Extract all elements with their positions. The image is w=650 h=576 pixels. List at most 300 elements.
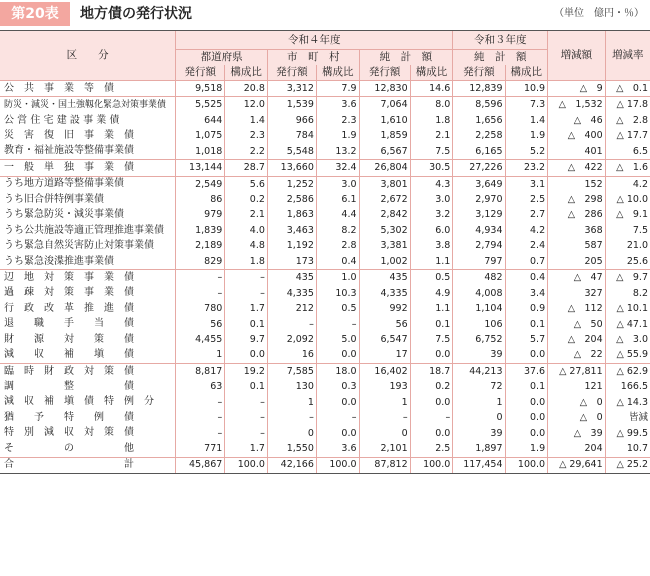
cell-value: 30.5 <box>410 160 453 176</box>
cell-value: △ 9.7 <box>605 270 650 286</box>
cell-value: 6.1 <box>316 192 359 207</box>
table-row <box>0 363 650 379</box>
cell-value: 45,867 <box>176 457 225 473</box>
cell-value: 2.8 <box>316 238 359 253</box>
cell-value: – <box>267 410 316 425</box>
cell-value: 1.7 <box>225 301 268 316</box>
cell-value: 435 <box>359 270 410 286</box>
cell-value: 1,539 <box>267 97 316 113</box>
cell-value: △ 62.9 <box>605 363 650 379</box>
cell-value: 327 <box>548 286 606 301</box>
cell-value: △ 47.1 <box>605 317 650 332</box>
cell-value: 797 <box>453 254 505 270</box>
issued-header: 発行額 <box>453 65 505 81</box>
cell-value: △ 0 <box>548 410 606 425</box>
cell-value: 2.3 <box>316 113 359 128</box>
cell-value: 0.1 <box>410 317 453 332</box>
row-label: 調 整 債 <box>4 381 134 393</box>
table-row <box>0 347 650 363</box>
cell-value: △ 9 <box>548 81 606 97</box>
cell-value: △ 400 <box>548 128 606 143</box>
r4-header: 令和４年度 <box>176 31 453 50</box>
change-header: 増減額 <box>548 31 606 81</box>
bond-issuance-table <box>0 30 650 474</box>
row-label: 防災・減災・国土強靱化緊急対策事業債 <box>4 99 167 110</box>
cell-value: 1.9 <box>505 441 548 457</box>
cell-value: 3.6 <box>316 97 359 113</box>
table-row <box>0 81 650 97</box>
cell-value: 0 <box>267 426 316 441</box>
row-label: 減 収 補 塡 債 <box>0 347 176 363</box>
cell-value: 2.3 <box>225 128 268 143</box>
cell-value: 5.6 <box>225 176 268 192</box>
cell-value: 4.2 <box>605 176 650 192</box>
row-label: 猶 予 特 例 債 <box>4 411 134 423</box>
row-label: 臨 時 財 政 対 策 債 <box>4 365 134 377</box>
cell-value: 117,454 <box>453 457 505 473</box>
cell-value: 7.9 <box>316 81 359 97</box>
cell-value: 4,934 <box>453 223 505 238</box>
cell-value: 12.0 <box>225 97 268 113</box>
table-row <box>0 128 650 143</box>
row-label: 辺 地 対 策 事 業 債 <box>4 271 134 283</box>
cell-value: 1.8 <box>410 113 453 128</box>
table-body <box>0 81 650 474</box>
cell-value: 8,596 <box>453 97 505 113</box>
cell-value: 44,213 <box>453 363 505 379</box>
cell-value: 0.2 <box>225 192 268 207</box>
cell-value: △ 204 <box>548 332 606 347</box>
cell-value: 2.4 <box>505 238 548 253</box>
cell-value: 166.5 <box>605 379 650 394</box>
cell-value: △ 2.8 <box>605 113 650 128</box>
cell-value: △ 99.5 <box>605 426 650 441</box>
cell-value: 13,144 <box>176 160 225 176</box>
cell-value: 3,129 <box>453 208 505 223</box>
unit-label: （単位 億円・％） <box>554 8 644 19</box>
cell-value: 1.7 <box>225 441 268 457</box>
cell-value: 3.0 <box>410 192 453 207</box>
cell-value: 2,842 <box>359 208 410 223</box>
cell-value: 1.9 <box>505 128 548 143</box>
cell-value: 0.2 <box>410 379 453 394</box>
cell-value: 10.7 <box>605 441 650 457</box>
cell-value: 212 <box>267 301 316 316</box>
row-label: 行 政 改 革 推 進 債 <box>4 302 134 314</box>
cell-value: 7.5 <box>410 144 453 160</box>
cell-value: 16,402 <box>359 363 410 379</box>
cell-value: 5.2 <box>505 144 548 160</box>
row-label: 一 般 単 独 事 業 債 <box>0 160 176 176</box>
cell-value: △ 22 <box>548 347 606 363</box>
cell-value: 1.4 <box>505 113 548 128</box>
title-bar <box>0 2 650 26</box>
cell-value: 1,656 <box>453 113 505 128</box>
cell-value: – <box>225 426 268 441</box>
cell-value: 0.1 <box>225 317 268 332</box>
cell-value: 3,381 <box>359 238 410 253</box>
change-rate-header: 増減率 <box>605 31 650 81</box>
cell-value: 784 <box>267 128 316 143</box>
table-row <box>0 254 650 270</box>
cell-value: △ 17.8 <box>605 97 650 113</box>
row-label: うち緊急自然災害防止対策事業債 <box>4 240 154 252</box>
cell-value: 1 <box>359 395 410 410</box>
cell-value: 0.7 <box>505 254 548 270</box>
table-row <box>0 238 650 253</box>
cell-value: 4,008 <box>453 286 505 301</box>
cell-value: 28.7 <box>225 160 268 176</box>
cell-value: 3,801 <box>359 176 410 192</box>
table-row <box>0 144 650 160</box>
cell-value: 0.3 <box>316 379 359 394</box>
cell-value: 39 <box>453 347 505 363</box>
cell-value: 4.3 <box>410 176 453 192</box>
cell-value: 100.0 <box>225 457 268 473</box>
cell-value: 152 <box>548 176 606 192</box>
cell-value: △ 55.9 <box>605 347 650 363</box>
cell-value: – <box>225 410 268 425</box>
cell-value: 6,752 <box>453 332 505 347</box>
cell-value: △ 14.3 <box>605 395 650 410</box>
cell-value: 1 <box>267 395 316 410</box>
cell-value: 20.8 <box>225 81 268 97</box>
row-label: 特 別 減 収 対 策 債 <box>4 427 134 439</box>
cell-value: 4,455 <box>176 332 225 347</box>
cell-value: – <box>225 286 268 301</box>
cell-value: 3,463 <box>267 223 316 238</box>
cell-value: 4,335 <box>267 286 316 301</box>
cell-value: 2.5 <box>505 192 548 207</box>
table-header <box>0 31 650 81</box>
cell-value: 2,586 <box>267 192 316 207</box>
cell-value: 5,548 <box>267 144 316 160</box>
cell-value: 130 <box>267 379 316 394</box>
cell-value: 1,104 <box>453 301 505 316</box>
cell-value: 0.4 <box>316 254 359 270</box>
cell-value: 6,567 <box>359 144 410 160</box>
cell-value: – <box>176 410 225 425</box>
cell-value: 1,839 <box>176 223 225 238</box>
cell-value: △ 298 <box>548 192 606 207</box>
cell-value: 6,547 <box>359 332 410 347</box>
cell-value: 56 <box>176 317 225 332</box>
cell-value: 13,660 <box>267 160 316 176</box>
cell-value: 1 <box>453 395 505 410</box>
cell-value: 644 <box>176 113 225 128</box>
cell-value: 3.1 <box>505 176 548 192</box>
cell-value: 0 <box>453 410 505 425</box>
cell-value: △ 27,811 <box>548 363 606 379</box>
cell-value: 87,812 <box>359 457 410 473</box>
table-row <box>0 223 650 238</box>
cell-value: 18.7 <box>410 363 453 379</box>
cell-value: 26,804 <box>359 160 410 176</box>
cell-value: 0.0 <box>316 347 359 363</box>
cell-value: 1.8 <box>225 254 268 270</box>
cell-value: 5,525 <box>176 97 225 113</box>
cell-value: 63 <box>176 379 225 394</box>
table-row <box>0 426 650 441</box>
cell-value: 0.0 <box>410 395 453 410</box>
cell-value: 2.7 <box>505 208 548 223</box>
cell-value: 829 <box>176 254 225 270</box>
cell-value: 19.2 <box>225 363 268 379</box>
cell-value: 8.2 <box>605 286 650 301</box>
cell-value: 1.0 <box>316 270 359 286</box>
table-row <box>0 410 650 425</box>
row-label: うち地方道路等整備事業債 <box>4 178 124 190</box>
cell-value: △ 3.0 <box>605 332 650 347</box>
cell-value: 7.3 <box>505 97 548 113</box>
cell-value: 1.4 <box>225 113 268 128</box>
cell-value: 2,970 <box>453 192 505 207</box>
cell-value: – <box>410 410 453 425</box>
cell-value: 4,335 <box>359 286 410 301</box>
cell-value: 10.9 <box>505 81 548 97</box>
cell-value: 皆減 <box>605 410 650 425</box>
ratio-header: 構成比 <box>316 65 359 81</box>
cell-value: 16 <box>267 347 316 363</box>
cell-value: 6.0 <box>410 223 453 238</box>
cell-value: 771 <box>176 441 225 457</box>
cell-value: 0.0 <box>505 395 548 410</box>
cell-value: 435 <box>267 270 316 286</box>
cell-value: 205 <box>548 254 606 270</box>
cell-value: △ 112 <box>548 301 606 316</box>
cell-value: △ 1.6 <box>605 160 650 176</box>
row-label: 公 営 住 宅 建 設 事 業 債 <box>4 114 120 126</box>
cell-value: – <box>316 410 359 425</box>
table-title: 地方債の発行状況 <box>80 6 192 22</box>
table-row <box>0 270 650 286</box>
r3-header: 令和３年度 <box>453 31 548 50</box>
cell-value: 4.9 <box>410 286 453 301</box>
cell-value: 7,064 <box>359 97 410 113</box>
cell-value: 1,859 <box>359 128 410 143</box>
cell-value: – <box>225 270 268 286</box>
cell-value: 8.0 <box>410 97 453 113</box>
municipalities-header: 市 町 村 <box>267 50 359 66</box>
row-label: 財 源 対 策 債 <box>4 333 134 345</box>
cell-value: 39 <box>453 426 505 441</box>
cell-value: 2,189 <box>176 238 225 253</box>
cell-value: 6.5 <box>605 144 650 160</box>
row-label: うち公共施設等適正管理推進事業債 <box>4 224 164 236</box>
cell-value: 966 <box>267 113 316 128</box>
cell-value: △ 422 <box>548 160 606 176</box>
category-header: 区 分 <box>0 31 176 81</box>
cell-value: 3.0 <box>316 176 359 192</box>
cell-value: △ 10.0 <box>605 192 650 207</box>
cell-value: 86 <box>176 192 225 207</box>
cell-value: 2.5 <box>410 441 453 457</box>
row-label: 減 収 補 塡 債 特 例 分 <box>4 396 154 408</box>
cell-value: 0.0 <box>505 410 548 425</box>
cell-value: 1,897 <box>453 441 505 457</box>
cell-value: △ 9.1 <box>605 208 650 223</box>
table-row <box>0 192 650 207</box>
cell-value: 0.0 <box>410 347 453 363</box>
table-row <box>0 208 650 223</box>
ratio-header: 構成比 <box>505 65 548 81</box>
cell-value: △ 10.1 <box>605 301 650 316</box>
cell-value: – <box>176 286 225 301</box>
r4-net-total-header: 純 計 額 <box>359 50 453 66</box>
cell-value: 37.6 <box>505 363 548 379</box>
cell-value: 9.7 <box>225 332 268 347</box>
row-label: 過 疎 対 策 事 業 債 <box>4 287 134 299</box>
cell-value: 5,302 <box>359 223 410 238</box>
cell-value: 0.0 <box>225 347 268 363</box>
cell-value: 7,585 <box>267 363 316 379</box>
cell-value: 14.6 <box>410 81 453 97</box>
cell-value: 401 <box>548 144 606 160</box>
cell-value: – <box>176 395 225 410</box>
cell-value: 1.9 <box>316 128 359 143</box>
cell-value: 23.2 <box>505 160 548 176</box>
cell-value: 7.5 <box>410 332 453 347</box>
row-label: 災 害 復 旧 事 業 債 <box>4 130 134 142</box>
cell-value: 6,165 <box>453 144 505 160</box>
cell-value: 992 <box>359 301 410 316</box>
cell-value: 587 <box>548 238 606 253</box>
table-row <box>0 457 650 473</box>
cell-value: 1.1 <box>410 301 453 316</box>
cell-value: – <box>359 410 410 425</box>
cell-value: 2,258 <box>453 128 505 143</box>
cell-value: 17 <box>359 347 410 363</box>
cell-value: 8,817 <box>176 363 225 379</box>
table-row <box>0 97 650 113</box>
cell-value: 9,518 <box>176 81 225 97</box>
cell-value: 0.4 <box>505 270 548 286</box>
cell-value: 4.2 <box>505 223 548 238</box>
cell-value: 3.8 <box>410 238 453 253</box>
r3-net-total-header: 純 計 額 <box>453 50 548 66</box>
cell-value: △ 25.2 <box>605 457 650 473</box>
cell-value: 32.4 <box>316 160 359 176</box>
cell-value: 193 <box>359 379 410 394</box>
cell-value: 173 <box>267 254 316 270</box>
cell-value: 5.0 <box>316 332 359 347</box>
cell-value: 2,092 <box>267 332 316 347</box>
cell-value: △ 286 <box>548 208 606 223</box>
cell-value: – <box>267 317 316 332</box>
table-row <box>0 332 650 347</box>
cell-value: 2,549 <box>176 176 225 192</box>
table-row <box>0 317 650 332</box>
table-row <box>0 113 650 128</box>
issued-header: 発行額 <box>176 65 225 81</box>
row-label: そ の 他 <box>0 441 176 457</box>
cell-value: 25.6 <box>605 254 650 270</box>
cell-value: 100.0 <box>316 457 359 473</box>
cell-value: 979 <box>176 208 225 223</box>
cell-value: 21.0 <box>605 238 650 253</box>
cell-value: 2,794 <box>453 238 505 253</box>
table-row <box>0 441 650 457</box>
cell-value: 18.0 <box>316 363 359 379</box>
cell-value: 1,192 <box>267 238 316 253</box>
cell-value: 1,002 <box>359 254 410 270</box>
table-row <box>0 286 650 301</box>
cell-value: 3,649 <box>453 176 505 192</box>
row-label: 公 共 事 業 等 債 <box>0 81 176 97</box>
cell-value: 10.3 <box>316 286 359 301</box>
cell-value: 0.5 <box>410 270 453 286</box>
cell-value: 12,839 <box>453 81 505 97</box>
cell-value: 3.2 <box>410 208 453 223</box>
cell-value: 1,550 <box>267 441 316 457</box>
cell-value: – <box>316 317 359 332</box>
cell-value: 5.7 <box>505 332 548 347</box>
row-label: 教育・福祉施設等整備事業債 <box>0 144 176 160</box>
cell-value: 0.9 <box>505 301 548 316</box>
cell-value: 3,312 <box>267 81 316 97</box>
cell-value: 1.1 <box>410 254 453 270</box>
cell-value: 4.0 <box>225 223 268 238</box>
cell-value: 1,075 <box>176 128 225 143</box>
cell-value: – <box>176 426 225 441</box>
cell-value: 27,226 <box>453 160 505 176</box>
cell-value: 1 <box>176 347 225 363</box>
cell-value: △ 0 <box>548 395 606 410</box>
cell-value: – <box>176 270 225 286</box>
row-label: 合 計 <box>0 457 176 473</box>
table-row <box>0 395 650 410</box>
cell-value: 8.2 <box>316 223 359 238</box>
cell-value: 13.2 <box>316 144 359 160</box>
cell-value: 0.5 <box>316 301 359 316</box>
cell-value: 0.0 <box>316 395 359 410</box>
cell-value: – <box>225 395 268 410</box>
cell-value: 482 <box>453 270 505 286</box>
prefectures-header: 都道府県 <box>176 50 268 66</box>
cell-value: 1,863 <box>267 208 316 223</box>
cell-value: 0.1 <box>225 379 268 394</box>
cell-value: △ 29,641 <box>548 457 606 473</box>
table-number-badge: 第20表 <box>0 2 70 26</box>
ratio-header: 構成比 <box>225 65 268 81</box>
cell-value: 0.0 <box>505 426 548 441</box>
cell-value: 4.8 <box>225 238 268 253</box>
cell-value: 0.0 <box>316 426 359 441</box>
cell-value: 204 <box>548 441 606 457</box>
cell-value: 368 <box>548 223 606 238</box>
row-label: うち緊急浚渫推進事業債 <box>0 254 176 270</box>
cell-value: 106 <box>453 317 505 332</box>
cell-value: △ 47 <box>548 270 606 286</box>
cell-value: △ 17.7 <box>605 128 650 143</box>
table-row <box>0 301 650 316</box>
cell-value: △ 1,532 <box>548 97 606 113</box>
cell-value: 0.1 <box>505 379 548 394</box>
cell-value: 2.1 <box>225 208 268 223</box>
issued-header: 発行額 <box>359 65 410 81</box>
cell-value: 1,610 <box>359 113 410 128</box>
cell-value: 2.1 <box>410 128 453 143</box>
ratio-header: 構成比 <box>410 65 453 81</box>
table-row <box>0 160 650 176</box>
cell-value: 0.1 <box>505 317 548 332</box>
cell-value: △ 39 <box>548 426 606 441</box>
cell-value: △ 50 <box>548 317 606 332</box>
cell-value: 1,018 <box>176 144 225 160</box>
cell-value: 100.0 <box>505 457 548 473</box>
cell-value: 121 <box>548 379 606 394</box>
cell-value: 3.6 <box>316 441 359 457</box>
